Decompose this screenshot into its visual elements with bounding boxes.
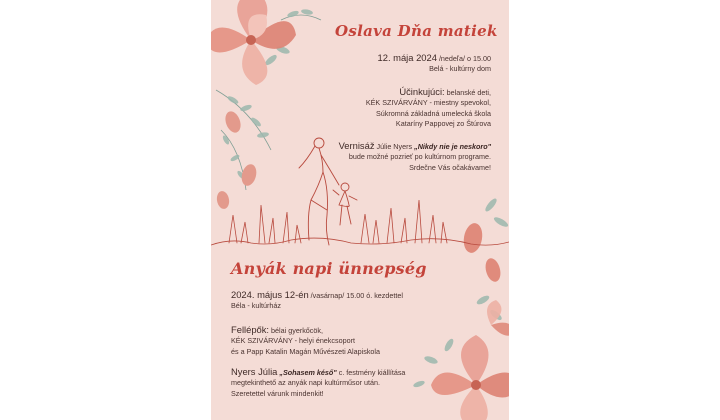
sk-vernisage-name: Júlie Nyers bbox=[376, 142, 413, 151]
sk-performers-2: KÉK SZIVÁRVÁNY - miestny spevokol, bbox=[365, 98, 491, 108]
sk-vernisage-label: Vernisáž bbox=[338, 140, 375, 151]
hu-date-suffix: /vasárnap/ 15.00 ó. kezdettel bbox=[310, 291, 403, 300]
sk-vernisage-2: bude možné pozrieť po kultúrnom programe. bbox=[348, 152, 491, 162]
hu-exhibit-2: megtekinthető az anyák napi kultúrműsor után. bbox=[231, 378, 381, 388]
hu-exhibit-name: Nyers Júlia bbox=[231, 366, 278, 377]
hu-exhibit-3: Szeretettel várunk mindenkit! bbox=[231, 388, 324, 398]
hu-performers-1: bélai gyerkőcök, bbox=[271, 326, 323, 335]
hu-exhibit-title: „Sohasem késő" bbox=[279, 368, 337, 377]
sk-performers-3: Súkromná základná umelecká škola bbox=[375, 108, 491, 118]
sk-performers-block bbox=[366, 87, 491, 129]
sk-performers-1: belanské deti, bbox=[446, 88, 491, 97]
hu-performers-3: és a Papp Katalin Magán Művészeti Alapiskola bbox=[231, 346, 381, 356]
sk-vernisage-block bbox=[339, 141, 491, 173]
hu-venue: Béla - kultúrház bbox=[231, 301, 281, 311]
sk-venue: Belá - kultúrny dom bbox=[429, 64, 491, 74]
hu-performers-2: KÉK SZIVÁRVÁNY - helyi énekcsoport bbox=[231, 336, 355, 346]
hu-performers-label: Fellépők: bbox=[231, 324, 270, 335]
hu-title: Anyák napi ünnepség bbox=[231, 259, 427, 278]
sk-date-block bbox=[378, 53, 491, 75]
hu-performers-block bbox=[231, 325, 380, 357]
hu-date-block bbox=[231, 290, 403, 312]
sk-title: Oslava Dňa matiek bbox=[335, 22, 498, 40]
sk-performers-4: Kataríny Pappovej zo Štúrova bbox=[395, 118, 491, 128]
sk-date: 12. mája 2024 bbox=[377, 52, 437, 63]
sk-performers-label: Účinkujúci: bbox=[399, 86, 445, 97]
hu-exhibit-suffix: c. festmény kiállítása bbox=[338, 368, 406, 377]
hu-exhibit-block bbox=[231, 367, 405, 399]
hu-date: 2024. május 12-én bbox=[231, 289, 309, 300]
sk-date-suffix: /nedeľa/ o 15.00 bbox=[438, 54, 491, 63]
grass-line-art-icon bbox=[211, 200, 509, 245]
sk-vernisage-3: Srdečne Vás očakávame! bbox=[409, 162, 491, 172]
poster bbox=[211, 0, 509, 420]
sk-vernisage-title: „Nikdy nie je neskoro" bbox=[414, 142, 491, 151]
